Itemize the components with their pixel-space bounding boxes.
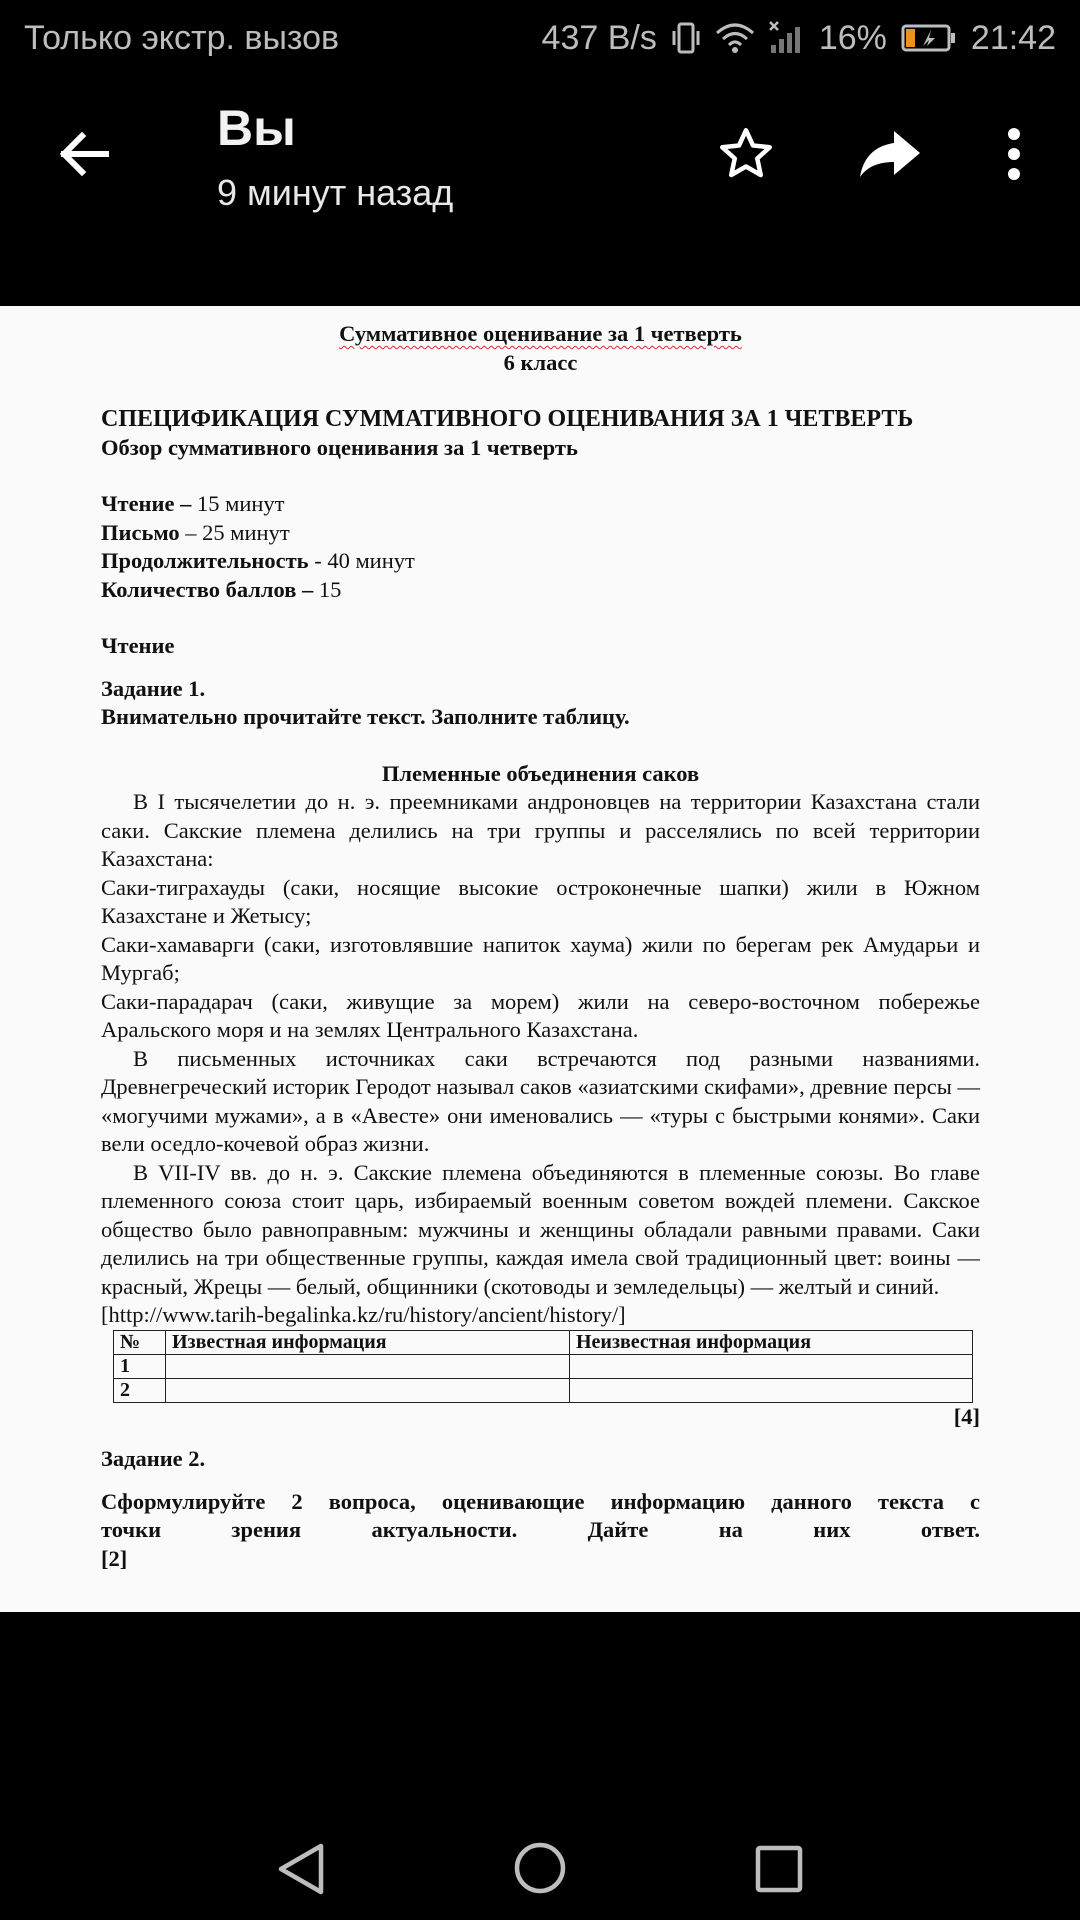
task1-instruction: Внимательно прочитайте текст. Заполните таблицу.	[101, 704, 630, 729]
arrow-back-icon	[56, 126, 112, 182]
doc-header-line2: 6 класс	[503, 349, 578, 375]
more-vert-icon	[1006, 128, 1022, 180]
spec-title: СПЕЦИФИКАЦИЯ СУММАТИВНОГО ОЦЕНИВАНИЯ ЗА 1 ЧЕТВЕРТЬ	[101, 406, 914, 432]
star-outline-icon	[716, 124, 776, 184]
signal-icon	[769, 21, 805, 55]
task2-title: Задание 2.	[101, 1446, 206, 1471]
task1-score: [4]	[953, 1403, 980, 1429]
paragraph: В письменных источниках саки встречаются под разными названиями. Древнегреческий историк Геродот называл саков «азиатскими скифами», древние персы — «могучими мужами», а в «Авесте» они именовались — «туры с быстрыми конями». Саки вели оседло-кочевой образ жизни.	[101, 1045, 980, 1156]
carrier-text: Только экстр. вызов	[24, 18, 340, 57]
back-button[interactable]	[48, 118, 120, 190]
spec-item: Продолжительность - 40 минут	[101, 548, 415, 573]
nav-back-icon	[277, 1842, 325, 1896]
text-title: Племенные объединения саков	[381, 760, 700, 786]
paragraph: В VII-IV вв. до н. э. Сакские племена объединяются в племенные союзы. Во главе племенного союза стоит царь, избираемый военным советом вождей племени. Сакское общество было равноправным: мужчины и женщины обладали равными правами. Саки делились на три общественные группы, каждая имела свой традиционный цвет: воины — красный, Жрецы — белый, общинники (скотоводы и земледельцы) — желтый и синий.	[101, 1159, 980, 1299]
table-cell: 2	[114, 1378, 166, 1402]
overview-title: Обзор суммативного оценивания за 1 четверть	[101, 434, 578, 460]
table-row	[114, 1378, 973, 1402]
net-speed: 437 B/s	[541, 18, 657, 57]
more-options-button[interactable]	[984, 118, 1044, 190]
time-ago: 9 минут назад	[217, 172, 454, 213]
table-header: №	[114, 1330, 166, 1354]
paragraph: В I тысячелетии до н. э. преемниками андроновцев на территории Казахстана стали саки. Сакские племена делились на три группы и расселялись по всей территории Казахстана:	[101, 789, 980, 871]
wifi-icon	[715, 21, 755, 55]
table-cell	[570, 1354, 973, 1378]
paragraph: Саки-тиграхауды (саки, носящие высокие остроконечные шапки) жили в Южном Казахстане и Жетысу;	[101, 874, 980, 928]
table-cell: 1	[114, 1354, 166, 1378]
battery-icon	[901, 23, 957, 53]
sender-name: Вы	[217, 100, 296, 156]
clock: 21:42	[970, 18, 1056, 57]
spec-list	[101, 490, 980, 604]
spec-item: Количество баллов – 15	[101, 576, 342, 602]
spec-item: Чтение – 15 минут	[101, 491, 285, 516]
paragraph: Саки-хамаварги (саки, изготовлявшие напиток хаума) жили по берегам рек Амударьи и Мургаб;	[101, 931, 980, 985]
app-bar	[0, 76, 1080, 306]
table-cell	[570, 1378, 973, 1402]
table-row	[114, 1354, 973, 1378]
table-header: Известная информация	[166, 1330, 570, 1354]
table-header-row	[114, 1330, 973, 1354]
table-cell	[166, 1378, 570, 1402]
info-table	[113, 1330, 973, 1403]
forward-button[interactable]	[850, 118, 930, 190]
battery-percent: 16%	[818, 18, 887, 57]
nav-home-icon	[513, 1841, 567, 1895]
nav-recent-button[interactable]	[740, 1830, 818, 1908]
spec-item: Письмо – 25 минут	[101, 519, 290, 545]
paragraph: Саки-парадарач (саки, живущие за морем) жили на северо-восточном побережье Аральского моря и на землях Центрального Казахстана.	[101, 988, 980, 1042]
source-link: [http://www.tarih-begalinka.kz/ru/history/ancient/history/]	[101, 1302, 626, 1327]
share-forward-icon	[858, 129, 922, 179]
message-info	[217, 98, 453, 214]
navigation-bar	[0, 1612, 1080, 1920]
table-header: Неизвестная информация	[570, 1330, 973, 1354]
task2-score: [2]	[101, 1545, 128, 1571]
nav-back-button[interactable]	[262, 1830, 340, 1908]
table-cell	[166, 1354, 570, 1378]
status-bar	[0, 0, 1080, 76]
nav-recent-icon	[755, 1845, 803, 1893]
star-button[interactable]	[710, 118, 782, 190]
doc-header-line1: Суммативное оценивание за 1 четверть	[339, 321, 742, 346]
status-icons	[542, 19, 1056, 58]
task2-instruction: точки зрения актуальности. Дайте на них ответ.	[101, 1517, 980, 1542]
task2-instruction: Сформулируйте 2 вопроса, оценивающие информацию данного текста с	[101, 1488, 980, 1514]
task1-title: Задание 1.	[101, 675, 206, 701]
nav-home-button[interactable]	[500, 1828, 580, 1908]
vibrate-icon	[671, 21, 701, 55]
document-image[interactable]	[0, 306, 1080, 1612]
section-reading: Чтение	[101, 633, 175, 658]
